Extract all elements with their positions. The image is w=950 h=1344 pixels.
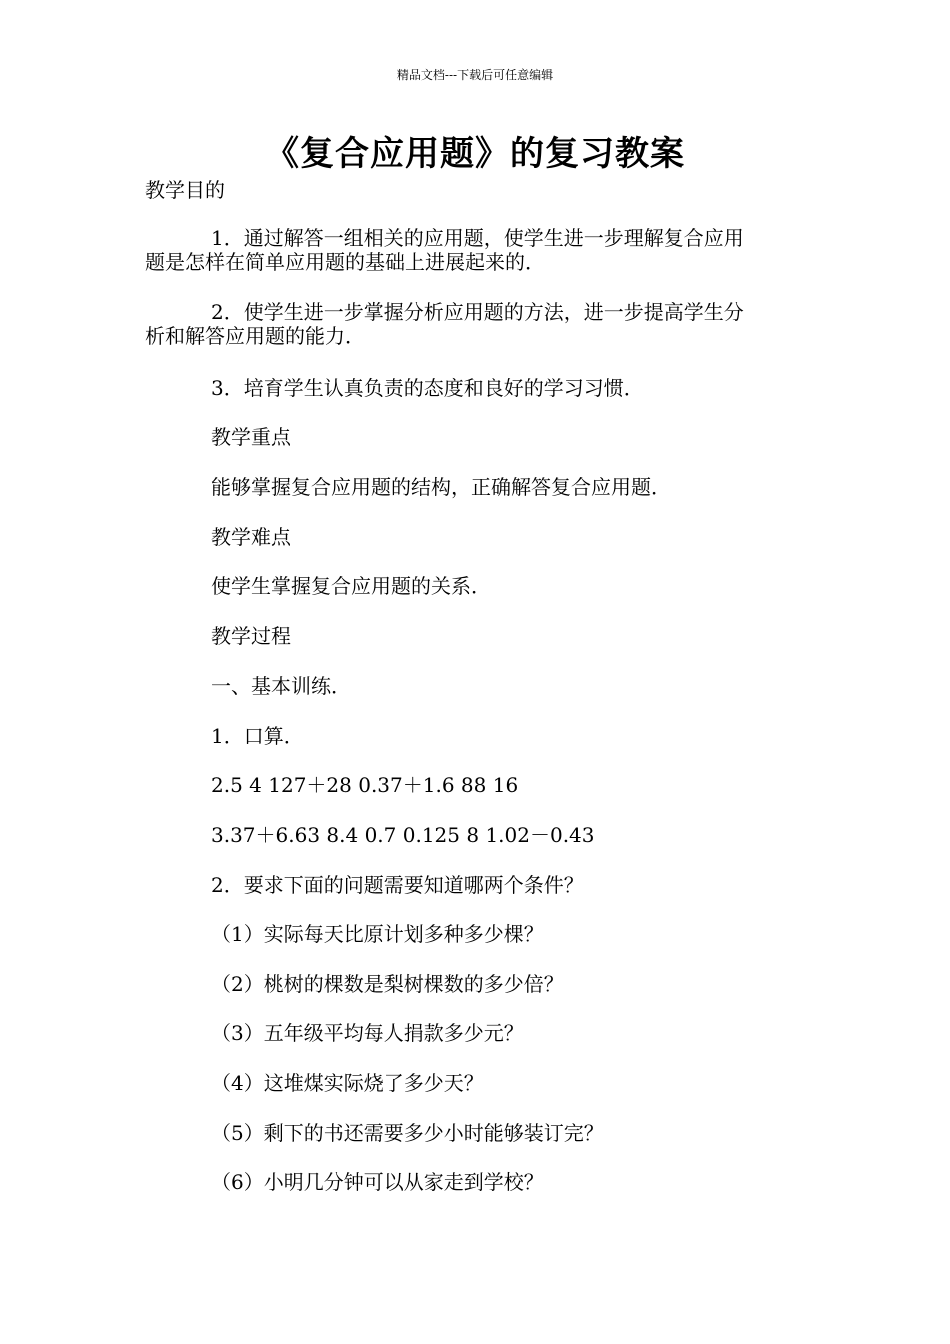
- question-6: （6）小明几分钟可以从家走到学校？: [211, 1170, 544, 1194]
- goal-3: 3．培育学生认真负责的态度和良好的学习习惯．: [211, 376, 644, 400]
- calc-row-2: 3.37＋6.63 8.4 0.7 0.125 8 1.02－0.43: [211, 823, 595, 847]
- goal-paragraph-2: [145, 300, 810, 348]
- key-heading: 教学重点: [211, 425, 291, 449]
- part-1-heading: 一、基本训练．: [211, 674, 351, 698]
- section-goal-heading: 教学目的: [145, 178, 225, 202]
- difficulty-heading: 教学难点: [211, 525, 291, 549]
- goal-2-line-1: 2．使学生进一步掌握分析应用题的方法，进一步提高学生分: [211, 300, 744, 324]
- question-1: （1）实际每天比原计划多种多少棵？: [211, 922, 544, 946]
- question-2: （2）桃树的棵数是梨树棵数的多少倍？: [211, 972, 564, 996]
- goal-paragraph-1: [145, 226, 810, 274]
- calc-row-1: 2.5 4 127＋28 0.37＋1.6 88 16: [211, 773, 519, 797]
- process-heading: 教学过程: [211, 624, 291, 648]
- question-5: （5）剩下的书还需要多少小时能够装订完？: [211, 1121, 604, 1145]
- document-title: 《复合应用题》的复习教案: [265, 134, 685, 174]
- goal-1-line-2: 题是怎样在简单应用题的基础上进展起来的．: [145, 250, 545, 274]
- page-header: 精品文档---下载后可任意编辑: [396, 68, 554, 82]
- goal-2-line-2: 析和解答应用题的能力．: [145, 324, 365, 348]
- item-1: 1．口算．: [211, 724, 304, 748]
- question-4: （4）这堆煤实际烧了多少天？: [211, 1071, 484, 1095]
- difficulty-text: 使学生掌握复合应用题的关系．: [211, 574, 491, 598]
- key-text: 能够掌握复合应用题的结构，正确解答复合应用题．: [211, 475, 671, 499]
- item-2: 2．要求下面的问题需要知道哪两个条件？: [211, 873, 584, 897]
- question-3: （3）五年级平均每人捐款多少元？: [211, 1021, 524, 1045]
- goal-1-line-1: 1．通过解答一组相关的应用题，使学生进一步理解复合应用: [211, 226, 744, 250]
